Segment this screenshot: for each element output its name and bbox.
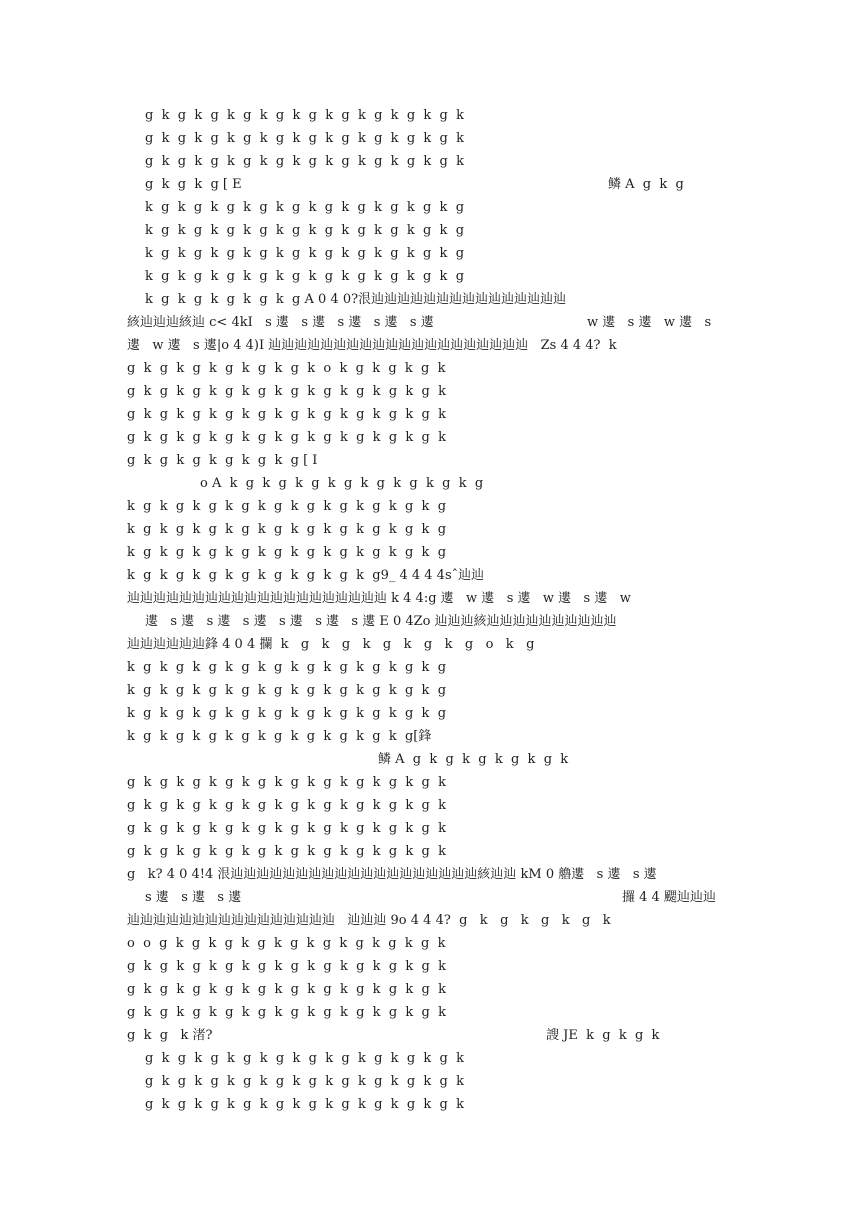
text-line: k g k g k g k g k g k g k g k g k g[鋒 bbox=[127, 729, 432, 744]
text-line: k g k g k g k g k g k g k g k g k g k g bbox=[145, 223, 465, 238]
text-line: g k g k g k g k g k g k g k g k g k g k bbox=[127, 798, 447, 813]
text-line: 遱 s 遱 s 遱 s 遱 s 遱 s 遱 s 遱 E 0 4Zo 辿辿辿絯辿辿辿辿辿辿辿辿辿辿 bbox=[145, 614, 617, 629]
text-line: g k g k g k g k g k g k g k g k g k g k bbox=[127, 430, 447, 445]
text-line: 遱 w 遱 s 遱|o 4 4)I 辿辿辿辿辿辿辿辿辿辿辿辿辿辿辿辿辿辿辿辿 Zs 4 4 4? k bbox=[127, 338, 617, 353]
text-line: k g k g k g k g k g k g k g k g k g k g bbox=[127, 522, 447, 537]
text-line: o o g k g k g k g k g k g k g k g k g k bbox=[127, 936, 446, 951]
text-line: k g k g k g k g k g A 0 4 0?泿辿辿辿辿辿辿辿辿辿辿辿辿辿辿辿 bbox=[145, 292, 567, 307]
text-line: g k g k g k g k g k g k g k g k g k g k bbox=[145, 131, 465, 146]
text-line: 辿辿辿辿辿辿辿辿辿辿辿辿辿辿辿辿辿辿辿辿 k 4 4:g 遱 w 遱 s 遱 w 遱 s 遱 w bbox=[127, 591, 631, 606]
text-line: k g k g k g k g k g k g k g k g k g k g bbox=[127, 499, 447, 514]
text-line: k g k g k g k g k g k g k g k g k g k g bbox=[127, 683, 447, 698]
text-line: 鳞 A g k g k g k g k g k bbox=[378, 752, 569, 767]
text-line: g k g k g k g k g k g k g k g k g k g k bbox=[127, 775, 447, 790]
text-line: g k g k g k g k g k g k g k g k g k g k bbox=[127, 982, 447, 997]
text-line: 絯辿辿辿絯辿 c< 4kI s 遱 s 遱 s 遱 s 遱 s 遱 bbox=[127, 315, 434, 330]
text-line: s 遱 s 遱 s 遱 bbox=[145, 890, 242, 905]
text-line: k g k g k g k g k g k g k g k g9_ 4 4 4 4sˆ辿辿 bbox=[127, 568, 485, 583]
text-line: g k? 4 0 4!4 泿辿辿辿辿辿辿辿辿辿辿辿辿辿辿辿辿辿辿辿絯辿辿 kM 0 艪遱 s 遱 s 遱 bbox=[127, 867, 657, 882]
text-line: 辿辿辿辿辿辿鋒 4 0 4 攔 k g k g k g k g k g o k g bbox=[127, 637, 535, 652]
text-line: k g k g k g k g k g k g k g k g k g k g bbox=[145, 246, 465, 261]
text-line: g k g k g k g k g k g k g k g k g k g k bbox=[127, 407, 447, 422]
text-line: g k g k 渚? bbox=[127, 1028, 213, 1043]
text-line: g k g k g k g k g k g k g k g k g k g k bbox=[127, 844, 447, 859]
text-line: g k g k g [ E bbox=[145, 177, 242, 192]
text-line: k g k g k g k g k g k g k g k g k g k g bbox=[127, 660, 447, 675]
text-line: g k g k g k g k g k g k g k g k g k g k bbox=[145, 1051, 465, 1066]
text-line: g k g k g k g k g k g k g k g k g k g k bbox=[127, 1005, 447, 1020]
text-line: g k g k g k g k g k g k g k g k g k g k bbox=[127, 384, 447, 399]
text-line: g k g k g k g k g k g k g k g k g k g k bbox=[145, 1074, 465, 1089]
text-line: 辿辿辿辿辿辿辿辿辿辿辿辿辿辿辿辿 辿辿辿 9o 4 4 4? g k g k g k g k bbox=[127, 913, 611, 928]
text-line: g k g k g k g k g k g k g k g k g k g k bbox=[145, 108, 465, 123]
text-line: g k g k g k g k g k g [ I bbox=[127, 453, 318, 468]
text-line: k g k g k g k g k g k g k g k g k g k g bbox=[145, 200, 465, 215]
text-line: g k g k g k g k g k g k g k g k g k g k bbox=[127, 959, 447, 974]
text-line: k g k g k g k g k g k g k g k g k g k g bbox=[127, 545, 447, 560]
text-line: o A k g k g k g k g k g k g k g k g bbox=[200, 476, 484, 491]
text-line: w 遱 s 遱 w 遱 s bbox=[587, 315, 712, 330]
text-line: k g k g k g k g k g k g k g k g k g k g bbox=[145, 269, 465, 284]
text-line: g k g k g k g k g k g k g k g k g k g k bbox=[145, 154, 465, 169]
text-line: g k g k g k g k g k g k g k g k g k g k bbox=[145, 1097, 465, 1112]
text-line: 謏 JE k g k g k bbox=[546, 1028, 660, 1043]
text-line: g k g k g k g k g k g k o k g k g k g k bbox=[127, 361, 446, 376]
text-line: k g k g k g k g k g k g k g k g k g k g bbox=[127, 706, 447, 721]
text-line: 鳞 A g k g bbox=[608, 177, 684, 192]
text-line: g k g k g k g k g k g k g k g k g k g k bbox=[127, 821, 447, 836]
text-line: 攞 4 4 颸辿辿辿 bbox=[622, 890, 716, 905]
